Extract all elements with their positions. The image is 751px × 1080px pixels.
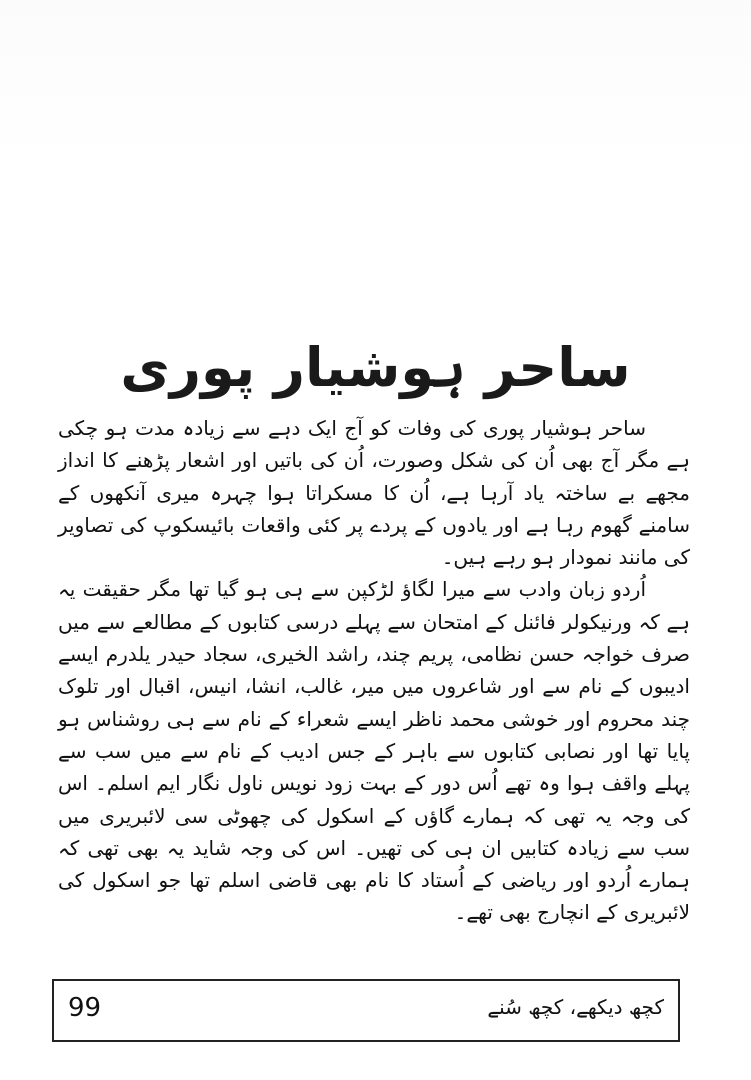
body-text	[58, 412, 690, 929]
chapter-title: ساحر ہوشیار پوری	[120, 336, 631, 400]
page-number: 99	[68, 993, 102, 1023]
scan-background	[0, 0, 751, 160]
paragraph: ساحر ہوشیار پوری کی وفات کو آج ایک دہے سے زیادہ مدت ہو چکی ہے مگر آج بھی اُن کی شکل وصورت، اُن کی باتیں اور اشعار پڑھنے کا انداز مجھے بے ساختہ یاد آرہا ہے، اُن کا مسکراتا ہوا چہرہ میری آنکھوں کے سامنے گھوم رہا ہے اور یادوں کے پردے پر کئی واقعات بائیسکوپ کی تصاویر کی مانند نمودار ہو رہے ہیں۔	[58, 416, 690, 570]
book-title: کچھ دیکھے، کچھ سُنے	[487, 995, 664, 1019]
paragraph: اُردو زبان وادب سے میرا لگاؤ لڑکپن سے ہی ہو گیا تھا مگر حقیقت یہ ہے کہ ورنیکولر فائنل کے امتحان سے پہلے درسی کتابوں کے مطالعے سے میں صرف خواجہ حسن نظامی، پریم چند، راشد الخیری، سجاد حیدر یلدرم ایسے ادیبوں کے نام سے اور شاعروں میں میر، غالب، انشا، انیس، اقبال اور تلوک چند محروم اور خوشی محمد ناظر ایسے شعراء کے نام سے ہی روشناس ہو پایا تھا اور نصابی کتابوں سے باہر کے جس ادیب کے نام سے میں سب سے پہلے واقف ہوا وہ تھے اُس دور کے بہت زود نویس ناول نگار ایم اسلم۔ اس کی وجہ یہ تھی کہ ہمارے گاؤں کے اسکول کی چھوٹی سی لائبریری میں سب سے زیادہ کتابیں ان ہی کی تھیں۔ اس کی وجہ شاید یہ بھی تھی کہ ہمارے اُردو اور ریاضی کے اُستاد کا نام بھی قاضی اسلم تھا جو اسکول کی لائبریری کے انچارج بھی تھے۔	[58, 577, 690, 925]
page-footer	[52, 979, 680, 1042]
